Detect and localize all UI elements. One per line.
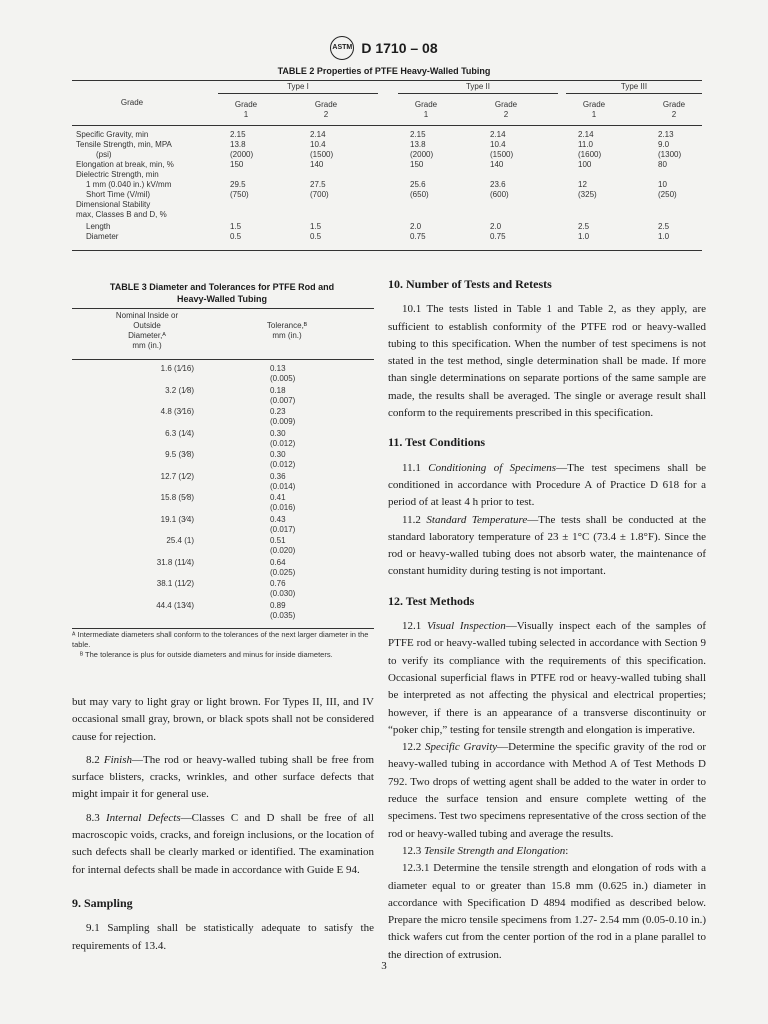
- table3-diameter-cell: 9.5 (3⁄8): [165, 450, 194, 459]
- para-term: Internal Defects: [105, 811, 181, 824]
- astm-logo-icon: ASTM: [330, 36, 354, 60]
- grade-number: 2: [323, 110, 329, 119]
- col1-header-line: Diameter,ᴬ: [128, 331, 166, 340]
- para-number: 12.1: [402, 620, 422, 633]
- table3-tolerance-cell: [270, 558, 295, 578]
- para-number: 8.3: [86, 811, 100, 824]
- table2-grade-header: Grade: [120, 98, 144, 107]
- tolerance-in: (0.030): [270, 589, 296, 598]
- grade-word: Grade: [582, 100, 606, 109]
- table2-cell: 0.75: [490, 232, 506, 241]
- para-term: Conditioning of Specimens: [428, 461, 557, 474]
- table3-diameter-cell: 4.8 (3⁄16): [160, 407, 194, 416]
- table2-cell: 0.5: [230, 232, 242, 241]
- table2-cell: 0.5: [310, 232, 322, 241]
- table2-cell: (1500): [310, 150, 334, 159]
- para-term: Standard Temperature: [426, 513, 528, 526]
- col2-header-line: Tolerance,ᴮ: [266, 321, 308, 330]
- table3-tolerance-cell: [270, 601, 295, 621]
- para-number: 8.2: [86, 753, 100, 766]
- tolerance-mm: 0.76: [270, 579, 286, 588]
- tolerance-mm: 0.13: [270, 364, 286, 373]
- table2-row-label: 1 mm (0.040 in.) kV/mm: [86, 180, 172, 189]
- table2-cell: 13.8: [230, 140, 246, 149]
- table3-tolerance-cell: [270, 579, 295, 599]
- tolerance-in: (0.005): [270, 374, 296, 383]
- table2-cell: 1.0: [658, 232, 670, 241]
- table3-tolerance-cell: [270, 386, 295, 406]
- table3-tolerance-cell: [270, 515, 295, 535]
- tolerance-in: (0.017): [270, 524, 296, 534]
- table2-cell: 1.5: [310, 222, 322, 231]
- table2-cell: 140: [490, 160, 504, 169]
- table3-col2-header: [222, 321, 352, 341]
- paragraph-12-3: [388, 843, 706, 860]
- tolerance-in: (0.020): [270, 546, 296, 555]
- paragraph-8-2: [72, 752, 374, 804]
- table2-cell: (1500): [490, 150, 514, 159]
- tolerance-in: (0.025): [270, 567, 296, 577]
- paragraph-12-1: [388, 618, 706, 739]
- table2-cell: 1.0: [578, 232, 590, 241]
- tolerance-in: (0.012): [270, 460, 296, 469]
- table2-cell: (325): [578, 190, 597, 199]
- para-text: —Determine the specific gravity of the rod or heavy-walled tubing in accordance with Method A of Test Methods D 792. Two drops of wetting agent shall be added to the water in order to reduce the surface tension and ensure complete wetting of the specimens. Test two specimens representative of the cross section of the rod or heavy-walled tubing and average the results.: [388, 741, 707, 840]
- table2-type3-header: Type III: [566, 81, 702, 94]
- grade-number: 1: [243, 110, 249, 119]
- para-text: —The tests shall be conducted at the standard laboratory temperature of 23 ± 1°C (73.4 ± 1.8°F). Since the rod or heavy-walled tubing does not absorb water, the maintenance of constant humidity during testing is not important.: [388, 513, 706, 578]
- table3-tolerance-cell: [270, 429, 295, 449]
- table2-row-label: Dimensional Stability: [76, 200, 151, 209]
- table2-cell: 2.15: [230, 130, 246, 139]
- grade-word: Grade: [234, 100, 258, 109]
- para-text: —The rod or heavy-walled tubing shall be free from surface blisters, cracks, wrinkles, and other surface defects that might impair it for general use.: [72, 753, 375, 801]
- table3-tolerance-cell: [270, 450, 295, 470]
- table2-cell: 12: [578, 180, 587, 189]
- left-column: [72, 694, 374, 955]
- tolerance-mm: 0.43: [270, 514, 286, 524]
- para-term: Tensile Strength and Elongation: [424, 844, 566, 857]
- para-number: 12.2: [402, 741, 422, 754]
- para-text: —Visually inspect each of the samples of PTFE rod or heavy-walled tubing selected in accordance with Section 9 to verify its compliance with the requirements of this specification. Occasional superficial flaws in PTFE rod or heavy-walled tubing shall be interpreted as not affecting the physical and electrical properties; however, if there is an appearance of a transverse discontinuity or “poker chip,” testing for tensile strength and elongation is imperative.: [388, 620, 706, 736]
- table3-title-line1: TABLE 3 Diameter and Tolerances for PTFE Rod and: [109, 282, 335, 292]
- grade-word: Grade: [662, 100, 686, 109]
- section-10-heading: 10. Number of Tests and Retests: [388, 277, 552, 291]
- table2-cell: 150: [230, 160, 244, 169]
- table2-cell: 9.0: [658, 140, 670, 149]
- para-text: —The test specimens shall be conditioned in accordance with Procedure A of Practice D 618 for a period of at least 4 h prior to test.: [388, 461, 707, 509]
- table2-body: [72, 125, 702, 250]
- paragraph-8-3: [72, 810, 374, 879]
- table3-tolerance-cell: [270, 536, 295, 556]
- table2-cell: (1300): [658, 150, 682, 159]
- table2-cell: 10.4: [310, 140, 326, 149]
- col1-header-line: Nominal Inside or: [115, 311, 179, 320]
- table3: [72, 308, 374, 629]
- table2-header: [72, 81, 702, 125]
- table3-tolerance-cell: [270, 407, 295, 427]
- table2-row-label: Length: [86, 222, 111, 231]
- table3-diameter-cell: 38.1 (11⁄2): [156, 579, 194, 588]
- table2-grade-col-header: [478, 100, 534, 120]
- tolerance-in: (0.007): [270, 395, 296, 405]
- grade-number: 1: [591, 110, 597, 119]
- tolerance-in: (0.035): [270, 610, 296, 620]
- table2-cell: 80: [658, 160, 667, 169]
- tolerance-mm: 0.41: [270, 493, 286, 502]
- col2-header-line: mm (in.): [272, 331, 302, 340]
- table3-title: [72, 281, 372, 305]
- tolerance-in: (0.014): [270, 481, 296, 491]
- table2-cell: 10: [658, 180, 667, 189]
- table2-cell: 2.14: [310, 130, 326, 139]
- tolerance-mm: 0.23: [270, 407, 286, 416]
- table2-cell: 150: [410, 160, 424, 169]
- table2-cell: 2.0: [490, 222, 502, 231]
- grade-word: Grade: [414, 100, 438, 109]
- table2-cell: 10.4: [490, 140, 506, 149]
- table2-type1-header: Type I: [218, 81, 378, 94]
- para-term: Finish: [103, 753, 133, 766]
- table2-cell: 0.75: [410, 232, 426, 241]
- section-9-heading: 9. Sampling: [72, 895, 133, 910]
- table2-grade-col-header: [566, 100, 622, 120]
- table2-cell: (750): [230, 190, 249, 199]
- para-number: 11.2: [402, 513, 421, 526]
- col1-header-line: mm (in.): [132, 341, 162, 350]
- table2-row-label: Short Time (V/mil): [86, 190, 151, 199]
- paragraph-11-2: [388, 512, 706, 581]
- right-column: [388, 276, 706, 964]
- para-term: Specific Gravity: [425, 741, 498, 754]
- table2-row-label: (psi): [96, 150, 112, 159]
- table2-row-label: max, Classes B and D, %: [76, 210, 167, 219]
- table2-cell: (2000): [230, 150, 254, 159]
- table2-cell: (600): [490, 190, 509, 199]
- table2-cell: (650): [410, 190, 429, 199]
- table2-cell: 2.15: [410, 130, 426, 139]
- grade-word: Grade: [314, 100, 338, 109]
- table2-row-label: Dielectric Strength, min: [76, 170, 159, 179]
- paragraph-12-3-1: 12.3.1 Determine the tensile strength and elongation of rods with a diameter equal to or greater than 15.8 mm (0.625 in.) diameter in accordance with Specification D 4894 modified as described below. Prepare the micro tensile specimens from 1.27- 2.54 mm (0.05-0.10 in.) thick wafers cut from the center portion of the rod in a plane parallel to the direction of extrusion.: [388, 862, 706, 961]
- table2-cell: (2000): [410, 150, 434, 159]
- table2-row-label: Tensile Strength, min, MPA: [76, 140, 172, 149]
- page-number: 3: [381, 960, 387, 972]
- tolerance-in: (0.012): [270, 438, 296, 448]
- para-term: Visual Inspection: [426, 620, 506, 633]
- paragraph-12-2: [388, 739, 706, 843]
- grade-number: 1: [423, 110, 429, 119]
- table3-diameter-cell: 19.1 (3⁄4): [160, 514, 194, 524]
- tolerance-mm: 0.36: [270, 471, 286, 481]
- table2-cell: 25.6: [410, 180, 426, 189]
- tolerance-mm: 0.51: [270, 536, 286, 545]
- table2-cell: 13.8: [410, 140, 426, 149]
- paragraph-8-1-continued: but may vary to light gray or light brown. For Types II, III, and IV occasional small gray, brown, or black spots shall not be considered cause for rejection.: [72, 696, 374, 743]
- table2-cell: 2.14: [578, 130, 594, 139]
- table2-cell: 2.14: [490, 130, 506, 139]
- table3-diameter-cell: 44.4 (13⁄4): [156, 600, 194, 610]
- document-designation: D 1710 – 08: [361, 40, 438, 56]
- table3-diameter-cell: 1.6 (1⁄16): [160, 364, 194, 373]
- table2-row-label: Elongation at break, min, %: [76, 160, 174, 169]
- paragraph-10-1: 10.1 The tests listed in Table 1 and Table 2, as they apply, are sufficient to establish conformity of the PTFE rod or heavy-walled tubing to this specification. When the number of test specimens is not stated in the test method, single determination shall be made. If more than single determinations on separate portions of the same sample are made, the results shall be averaged. The single or average result shall conform to the requirements prescribed in this specification.: [388, 303, 706, 420]
- tolerance-mm: 0.89: [270, 600, 286, 610]
- table3-body: [72, 360, 374, 629]
- para-text: :: [565, 844, 569, 857]
- tolerance-mm: 0.30: [270, 428, 286, 438]
- table2-row-label: Specific Gravity, min: [76, 130, 149, 139]
- table2-grade-col-header: [646, 100, 702, 120]
- grade-number: 2: [671, 110, 677, 119]
- table3-tolerance-cell: [270, 364, 295, 384]
- table2-grade-col-header: [218, 100, 274, 120]
- table2-cell: 23.6: [490, 180, 506, 189]
- table3-diameter-cell: 12.7 (1⁄2): [160, 471, 194, 481]
- table2-cell: 2.13: [658, 130, 674, 139]
- table2-grade-col-header: [298, 100, 354, 120]
- table2-cell: 100: [578, 160, 592, 169]
- tolerance-in: (0.009): [270, 417, 296, 426]
- paragraph-9-1: 9.1 Sampling shall be statistically adequate to satisfy the requirements of 13.4.: [72, 922, 374, 952]
- table3-note-b: ᴮ The tolerance is plus for outside diameters and minus for inside diameters.: [80, 650, 333, 659]
- table2-cell: 140: [310, 160, 324, 169]
- tolerance-mm: 0.64: [270, 557, 286, 567]
- table2-cell: 2.5: [658, 222, 670, 231]
- table3-tolerance-cell: [270, 472, 295, 492]
- section-12-heading: 12. Test Methods: [388, 593, 475, 608]
- table2-cell: 1.5: [230, 222, 242, 231]
- table2-type2-header: Type II: [398, 81, 558, 94]
- table3-title-line2: Heavy-Walled Tubing: [176, 294, 267, 304]
- tolerance-mm: 0.30: [270, 450, 286, 459]
- col1-header-line: Outside: [133, 321, 161, 330]
- para-number: 11.1: [402, 461, 421, 474]
- table3-note-a: ᴬ Intermediate diameters shall conform to the tolerances of the next larger diameter in the table.: [72, 630, 369, 649]
- table2-cell: 2.5: [578, 222, 590, 231]
- table2-cell: (1600): [578, 150, 602, 159]
- table3-diameter-cell: 6.3 (1⁄4): [165, 428, 194, 438]
- table3-header: [72, 309, 374, 360]
- table3-diameter-cell: 31.8 (11⁄4): [156, 557, 194, 567]
- table2-grade-col-header: [398, 100, 454, 120]
- table2-cell: (700): [310, 190, 329, 199]
- table2-cell: 29.5: [230, 180, 246, 189]
- section-11-heading: 11. Test Conditions: [388, 435, 486, 450]
- paragraph-11-1: [388, 460, 706, 512]
- table3-col1-header: [72, 311, 222, 351]
- table3-diameter-cell: 15.8 (5⁄8): [160, 493, 194, 502]
- grade-number: 2: [503, 110, 509, 119]
- table2: [72, 80, 702, 251]
- para-number: 12.3: [402, 844, 422, 857]
- tolerance-in: (0.016): [270, 503, 296, 512]
- table2-cell: 27.5: [310, 180, 326, 189]
- tolerance-mm: 0.18: [270, 385, 286, 395]
- table3-tolerance-cell: [270, 493, 295, 513]
- table2-cell: (250): [658, 190, 677, 199]
- page-header: [0, 36, 768, 60]
- para-text: —Classes C and D shall be free of all macroscopic voids, cracks, and foreign inclusions, or the location of such defects shall be clearly marked or identified. The examination for internal defects shall be made in accordance with Guide E 94.: [72, 811, 374, 876]
- table2-row-label: Diameter: [86, 232, 119, 241]
- table2-cell: 11.0: [578, 140, 593, 149]
- table2-cell: 2.0: [410, 222, 422, 231]
- table3-notes: [72, 630, 374, 660]
- table2-title: TABLE 2 Properties of PTFE Heavy-Walled Tubing: [277, 66, 491, 76]
- table3-diameter-cell: 3.2 (1⁄8): [165, 385, 194, 395]
- grade-word: Grade: [494, 100, 518, 109]
- table3-diameter-cell: 25.4 (1): [166, 536, 194, 545]
